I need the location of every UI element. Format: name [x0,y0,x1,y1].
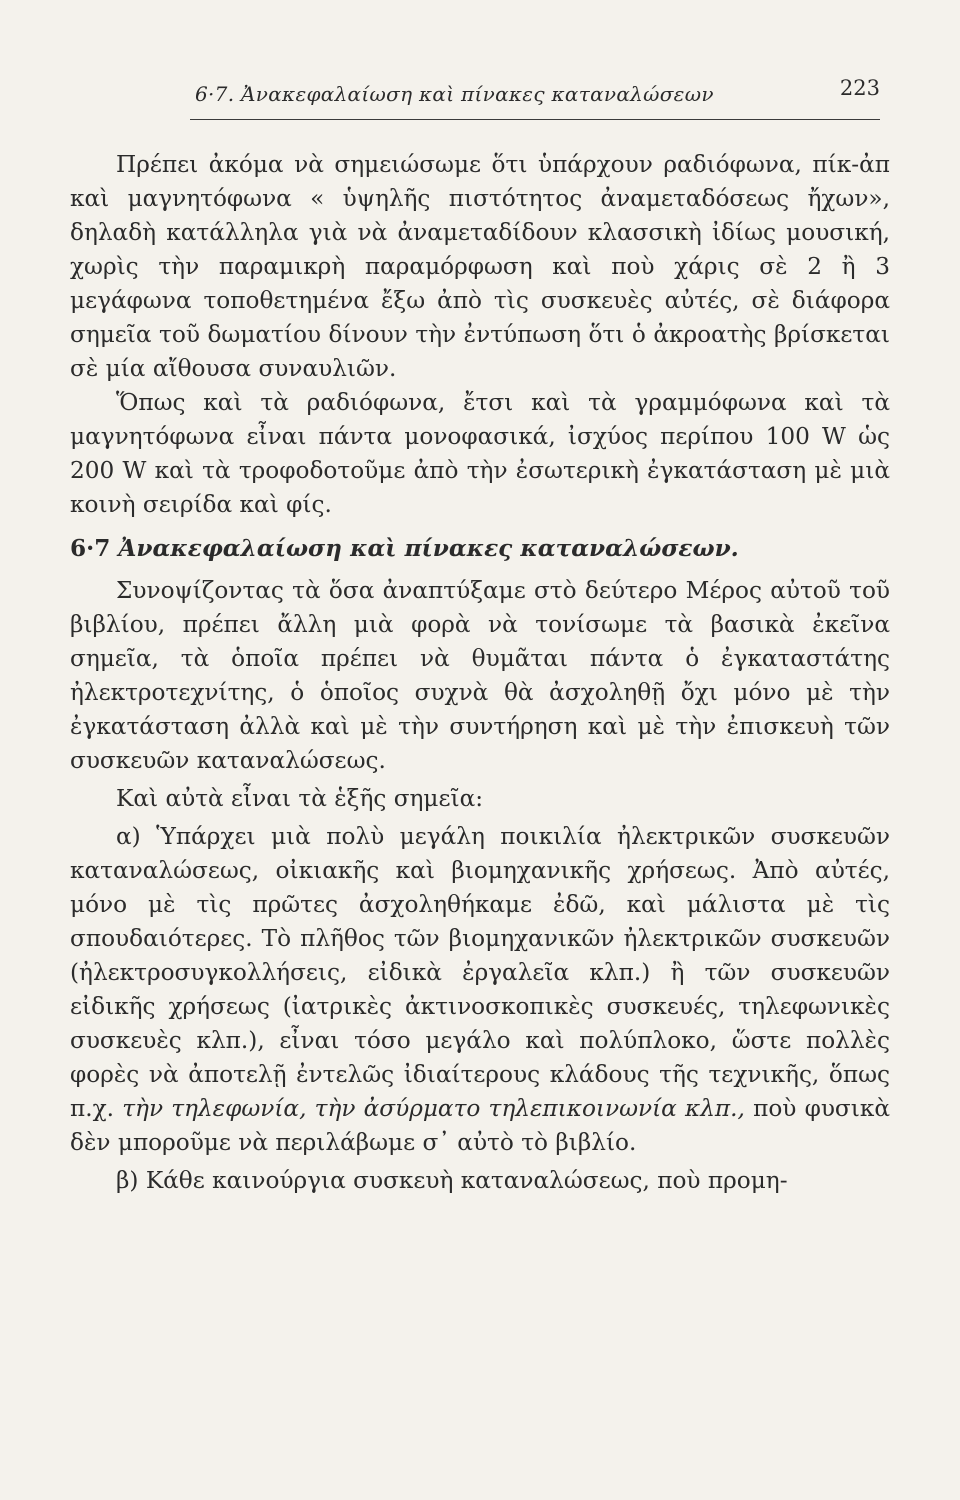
point-a-text: α) Ὑπάρχει μιὰ πολὺ μεγάλη ποικιλία ἠλεκτρικῶν συσκευῶν καταναλώσεως, οἰκιακῆς καὶ βιομηχανικῆς χρήσεως. Ἀπὸ αὐτές, μόνο μὲ τὶς πρῶτες ἀσχοληθήκαμε ἐδῶ, καὶ μάλιστα μὲ τὶς σπουδαιότερες. Τὸ πλῆθος τῶν βιομηχανικῶν ἠλεκτρικῶν συσκευῶν (ἠλεκτροσυγκολλήσεις, εἰδικὰ ἐργαλεῖα κλπ.) ἢ τῶν συσκευῶν εἰδικῆς χρήσεως (ἰατρικὲς ἀκτινοσκοπικὲς συσκευές, τηλεφωνικὲς συσκευὲς κλπ.), εἶναι τόσο μεγάλο καὶ πολύπλοκο, ὥστε πολλὲς φορὲς νὰ ἀποτελῇ ἐντελῶς ἰδιαίτερους κλάδους τῆς τεχνικῆς, ὅπως π.χ. [70,823,890,1122]
paragraph-point-b: β) Κάθε καινούργια συσκευὴ καταναλώσεως, ποὺ προμη- [116,1167,788,1194]
running-title: 6·7. Ἀνακεφαλαίωση καὶ πίνακες καταναλώσεων [195,82,714,106]
header-rule [190,119,880,120]
paragraph-point-a [70,820,890,1160]
section-heading [70,532,890,566]
point-a-end: ποὺ φυσικὰ δὲν μποροῦμε νὰ περιλάβωμε σ᾽ αὐτὸ τὸ βιβλίο. [70,1095,890,1156]
body-text [70,148,890,1198]
paragraph-hifi-radios: Πρέπει ἀκόμα νὰ σημειώσωμε ὅτι ὑπάρχουν ραδιόφωνα, πίκ-ἀπ καὶ μαγνητόφωνα « ὑψηλῆς πιστότητος ἀναμεταδόσεως ἤχων», δηλαδὴ κατάλληλα γιὰ νὰ ἀναμεταδίδουν κλασσικὴ ἰδίως μουσική, χωρὶς τὴν παραμικρὴ παραμόρφωση καὶ ποὺ χάρις σὲ 2 ἢ 3 μεγάφωνα τοποθετημένα ἔξω ἀπὸ τὶς συσκευὲς αὐτές, σὲ διάφορα σημεῖα τοῦ δωματίου δίνουν τὴν ἐντύπωση ὅτι ὁ ἀκροατὴς βρίσκεται σὲ μία αἴθουσα συναυλιῶν. [70,151,890,382]
section-title: Ἀνακεφαλαίωση καὶ πίνακες καταναλώσεων. [118,535,739,562]
paragraph-monophase-devices: Ὅπως καὶ τὰ ραδιόφωνα, ἔτσι καὶ τὰ γραμμόφωνα καὶ τὰ μαγνητόφωνα εἶναι πάντα μονοφασικά, ἰσχύος περίπου 100 W ὡς 200 W καὶ τὰ τροφοδοτοῦμε ἀπὸ τὴν ἐσωτερικὴ ἐγκατάσταση μὲ μιὰ κοινὴ σειρίδα καὶ φίς. [70,389,890,518]
paragraph-summary: Συνοψίζοντας τὰ ὅσα ἀναπτύξαμε στὸ δεύτερο Μέρος αὐτοῦ τοῦ βιβλίου, πρέπει ἄλλη μιὰ φορὰ νὰ τονίσωμε τὰ βασικὰ ἐκεῖνα σημεῖα, τὰ ὁποῖα πρέπει νὰ θυμᾶται πάντα ὁ ἐγκαταστάτης ἠλεκτροτεχνίτης, ὁ ὁποῖος συχνὰ θὰ ἀσχοληθῇ ὄχι μόνο μὲ τὴν ἐγκατάσταση ἀλλὰ καὶ μὲ τὴν συντήρηση καὶ μὲ τὴν ἐπισκευὴ τῶν συσκευῶν καταναλώσεως. [70,577,890,774]
paragraph-points-intro: Καὶ αὐτὰ εἶναι τὰ ἑξῆς σημεῖα: [116,785,484,812]
section-number: 6·7 [70,535,111,562]
page-number: 223 [839,76,880,100]
running-header [195,74,880,114]
point-a-italic-examples: τὴν τηλεφωνία, τὴν ἀσύρματο τηλεπικοινωνία κλπ., [122,1095,745,1122]
